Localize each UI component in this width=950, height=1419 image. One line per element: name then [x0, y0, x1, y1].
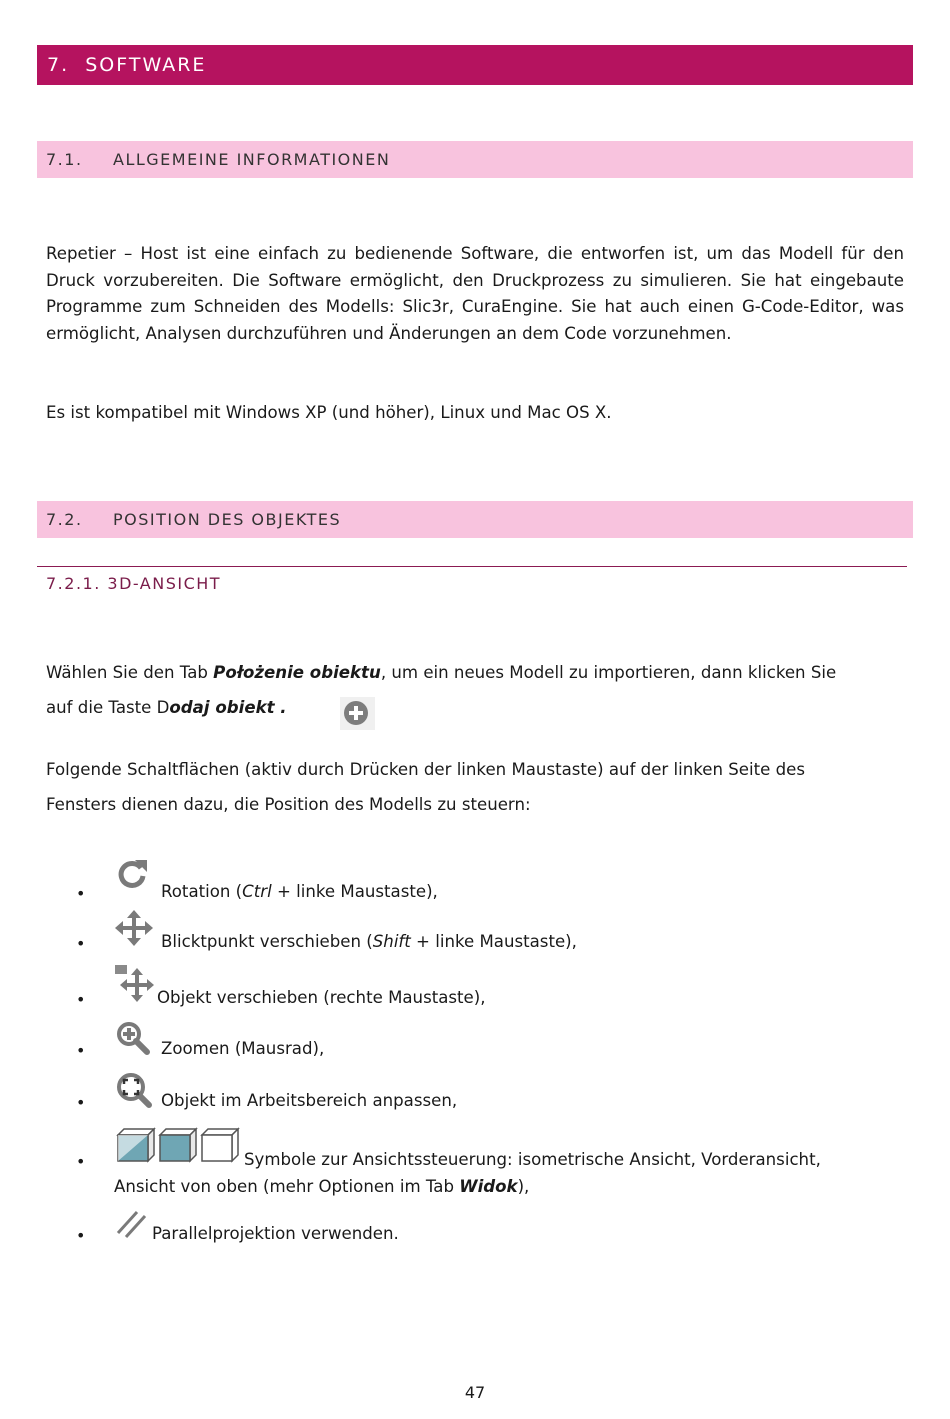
- chapter-number: 7.: [47, 54, 70, 76]
- tab-name: Widok: [459, 1177, 518, 1196]
- rotate-icon: [115, 856, 151, 896]
- section-heading-7-2: [37, 501, 913, 538]
- list-item-text: Objekt im Arbeitsbereich anpassen,: [161, 1091, 458, 1110]
- list-item-text: Symbole zur Ansichtssteuerung: isometrische Ansicht, Vorderansicht,: [244, 1150, 821, 1169]
- text: + linke Maustaste),: [410, 932, 577, 951]
- list-item-text: Objekt verschieben (rechte Maustaste),: [157, 988, 486, 1007]
- fit-to-area-icon: [115, 1071, 153, 1113]
- chapter-heading: [37, 45, 913, 85]
- bullet: •: [76, 1093, 86, 1112]
- list-item-text: [161, 882, 438, 901]
- text: , um ein neues Modell zu importieren, dann klicken Sie: [380, 663, 837, 682]
- front-view-icon: [160, 1129, 196, 1161]
- list-item-text: [161, 932, 577, 951]
- bullet: •: [76, 1041, 86, 1060]
- list-item-text: Zoomen (Mausrad),: [161, 1039, 325, 1058]
- button-name: odaj obiekt .: [169, 698, 287, 717]
- buttons-intro-line-2: Fensters dienen dazu, die Position des Modells zu steuern:: [46, 795, 531, 814]
- view-cubes-icon: [116, 1127, 240, 1167]
- select-tab-line-2: [46, 698, 287, 717]
- move-view-icon: [115, 910, 153, 950]
- isometric-view-icon: [118, 1129, 154, 1161]
- list-item-text: Parallelprojektion verwenden.: [152, 1224, 399, 1243]
- parallel-projection-icon: [115, 1207, 149, 1243]
- zoom-icon: [115, 1020, 151, 1060]
- section-title: POSITION DES OBJEKTES: [113, 510, 342, 529]
- tab-name: Położenie obiektu: [213, 663, 381, 682]
- text: Rotation (: [161, 882, 243, 901]
- select-tab-line-1: [46, 663, 836, 682]
- section-heading-7-1: [37, 141, 913, 178]
- text: + linke Maustaste),: [271, 882, 438, 901]
- text: Ansicht von oben (mehr Optionen im Tab: [114, 1177, 460, 1196]
- compatibility-paragraph: Es ist kompatibel mit Windows XP (und höher), Linux und Mac OS X.: [46, 403, 612, 422]
- bullet: •: [76, 934, 86, 953]
- bullet: •: [76, 1152, 86, 1171]
- section-number: 7.1.: [46, 150, 83, 169]
- bullet: •: [76, 990, 86, 1009]
- chapter-title: SOFTWARE: [85, 54, 207, 76]
- key-name: Shift: [372, 932, 411, 951]
- text: Wählen Sie den Tab: [46, 663, 214, 682]
- subsection-rule: [37, 566, 907, 567]
- text: auf die Taste D: [46, 698, 170, 717]
- section-title: ALLGEMEINE INFORMATIONEN: [113, 150, 391, 169]
- text: ),: [517, 1177, 530, 1196]
- list-item-text-continued: [114, 1177, 529, 1196]
- intro-paragraph: Repetier – Host ist eine einfach zu bedienende Software, die entworfen ist, um das Modell für den Druck vorzubereiten. Die Software ermöglicht, den Druckprozess zu simulieren. Sie hat eingebaute Programme zum Schneiden des Modells: Slic3r, CuraEngine. Sie hat auch einen G-Code-Editor, was ermöglicht, Analysen durchzuführen und Änderungen an dem Code vorzunehmen.: [46, 244, 904, 344]
- bullet: •: [76, 1226, 86, 1245]
- section-number: 7.2.: [46, 510, 83, 529]
- add-circle-icon: [340, 697, 375, 730]
- bullet: •: [76, 884, 86, 903]
- top-view-icon: [202, 1129, 238, 1161]
- page-number: 47: [464, 1383, 486, 1402]
- subsection-heading-7-2-1: 7.2.1. 3D-ANSICHT: [46, 574, 222, 593]
- key-name: Ctrl: [242, 882, 272, 901]
- buttons-intro-line-1: Folgende Schaltflächen (aktiv durch Drücken der linken Maustaste) auf der linken Seite des: [46, 760, 806, 779]
- text: Blicktpunkt verschieben (: [161, 932, 373, 951]
- move-object-icon: [113, 963, 155, 1007]
